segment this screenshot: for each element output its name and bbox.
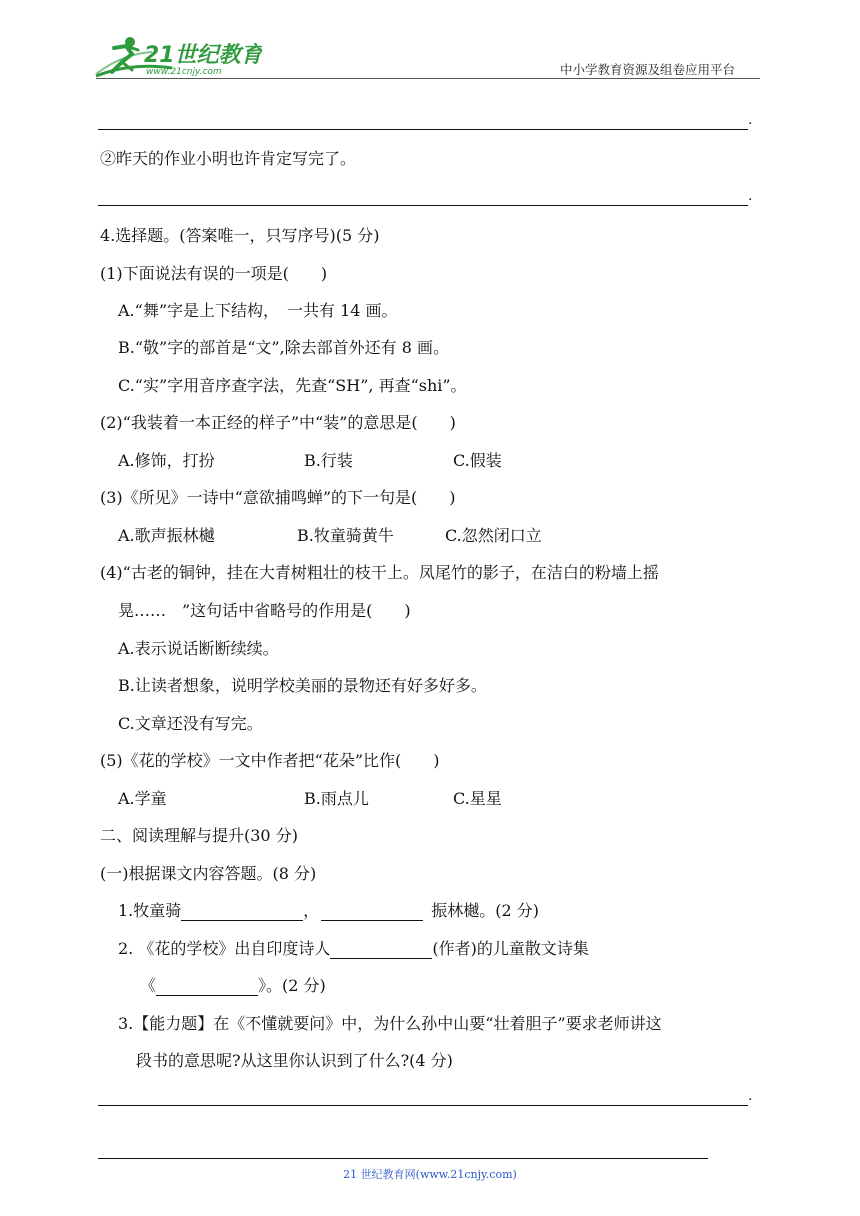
q3-item-2: ②昨天的作业小明也许肯定写完了。 (100, 149, 357, 168)
fill-blank[interactable] (321, 902, 423, 921)
q4-p1-option-c: C.“实”字用音序查字法，先查“SH”, 再查“shi”。 (118, 376, 467, 395)
runner-icon (92, 32, 262, 78)
section2-title: 二、阅读理解与提升(30 分) (100, 826, 298, 845)
q4-p4-stem-line2: 晃…… ”这句话中省略号的作用是( ) (118, 601, 411, 620)
site-logo (92, 32, 262, 78)
answer-line (98, 129, 748, 130)
q1-suffix: 振林樾。(2 分) (431, 901, 540, 920)
q1-comma: ， (303, 901, 320, 920)
header-divider (96, 78, 760, 79)
fill-blank[interactable] (156, 977, 258, 996)
q4-p3-option-c: C.忽然闭口立 (445, 526, 542, 545)
q4-p5-option-c: C.星星 (453, 789, 502, 808)
q4-p1-stem: (1)下面说法有误的一项是( ) (100, 264, 328, 283)
svg-text:21世纪教育: 21世纪教育 (144, 43, 262, 68)
footer-link[interactable]: 21 世纪教育网(www.21cnjy.com) (343, 1168, 517, 1181)
fill-blank[interactable] (330, 940, 432, 959)
q4-p4-stem-line1: (4)“古老的铜钟，挂在大青树粗壮的枝干上。凤尾竹的影子，在洁白的粉墙上摇 (100, 563, 659, 582)
q4-p4-option-b: B.让读者想象，说明学校美丽的景物还有好多好多。 (118, 676, 487, 695)
section2-q3-line2: 段书的意思呢?从这里你认识到了什么?(4 分) (136, 1051, 453, 1070)
q4-p4-option-a: A.表示说话断断续续。 (118, 639, 279, 658)
q4-p2-stem: (2)“我装着一本正经的样子”中“装”的意思是( ) (100, 413, 456, 432)
answer-line-end: . (748, 188, 753, 204)
q4-p1-option-a: A.“舞”字是上下结构， 一共有 14 画。 (118, 301, 398, 320)
q4-p5-stem: (5)《花的学校》一文中作者把“花朵”比作( ) (100, 751, 440, 770)
q4-p3-stem: (3)《所见》一诗中“意欲捕鸣蝉”的下一句是( ) (100, 488, 456, 507)
q4-p2-option-c: C.假装 (453, 451, 502, 470)
q4-p5-option-b: B.雨点儿 (304, 789, 369, 808)
q4-p3-option-b: B.牧童骑黄牛 (297, 526, 394, 545)
q2-suffix: (作者)的儿童散文诗集 (432, 939, 589, 958)
section2-q2-line1 (118, 939, 589, 959)
q4-p5-option-a: A.学童 (118, 789, 167, 808)
q1-prefix: 1.牧童骑 (118, 901, 182, 920)
q2-prefix: 2. 《花的学校》出自印度诗人 (118, 939, 331, 958)
answer-line-end: . (748, 112, 753, 128)
q4-title: 4.选择题。(答案唯一，只写序号)(5 分) (100, 226, 380, 245)
q4-p2-option-a: A.修饰，打扮 (118, 451, 215, 470)
answer-line (98, 1105, 748, 1106)
fill-blank[interactable] (181, 902, 303, 921)
q2-book-close: 》。(2 分) (258, 976, 326, 995)
q4-p4-option-c: C.文章还没有写完。 (118, 714, 263, 733)
q4-p2-option-b: B.行装 (304, 451, 353, 470)
svg-text:www.21cnjy.com: www.21cnjy.com (146, 67, 222, 77)
q4-p3-option-a: A.歌声振林樾 (118, 526, 215, 545)
section2-q2-line2 (140, 976, 326, 996)
section2-q3-line1: 3.【能力题】在《不懂就要问》中，为什么孙中山要“壮着胆子”要求老师讲这 (118, 1014, 662, 1033)
answer-line (98, 205, 748, 206)
answer-line-end: . (748, 1088, 753, 1104)
q4-p1-option-b: B.“敬”字的部首是“文”,除去部首外还有 8 画。 (118, 338, 450, 357)
q2-book-open: 《 (140, 976, 157, 995)
section2-q1 (118, 901, 539, 921)
header-platform-name: 中小学教育资源及组卷应用平台 (560, 62, 736, 77)
footer-divider (98, 1158, 708, 1159)
section2-sub1-title: (一)根据课文内容答题。(8 分) (100, 864, 317, 883)
